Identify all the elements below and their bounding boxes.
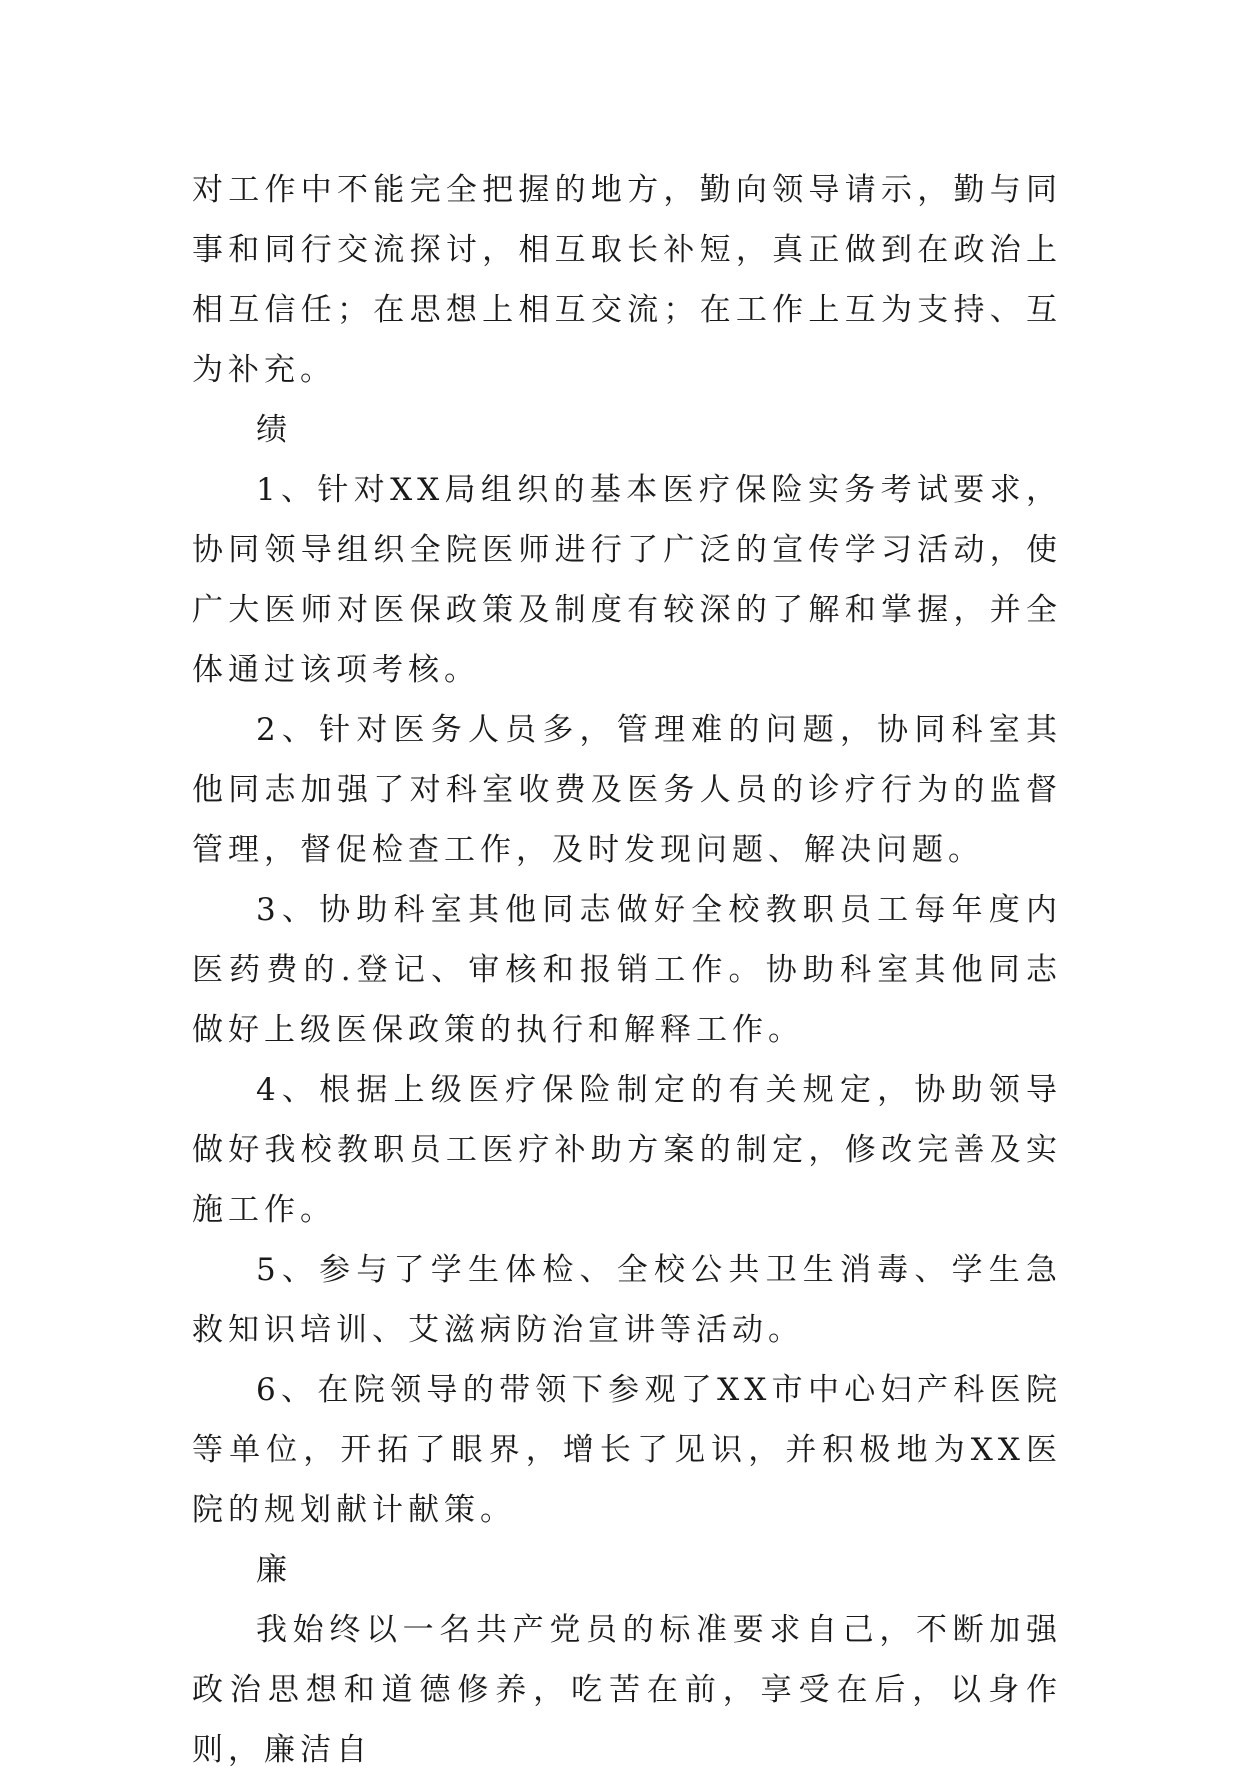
document-body bbox=[192, 160, 1062, 1780]
paragraph-continuation: 对工作中不能完全把握的地方，勤向领导请示，勤与同事和同行交流探讨，相互取长补短，真正做到在政治上相互信任；在思想上相互交流；在工作上互为支持、互为补充。 bbox=[192, 172, 1062, 388]
section-heading-lian: 廉 bbox=[256, 1552, 292, 1588]
paragraph-item-1: 1、针对XX局组织的基本医疗保险实务考试要求，协同领导组织全院医师进行了广泛的宣传学习活动，使广大医师对医保政策及制度有较深的了解和掌握，并全体通过该项考核。 bbox=[192, 472, 1062, 688]
paragraph-item-5: 5、参与了学生体检、全校公共卫生消毒、学生急救知识培训、艾滋病防治宣讲等活动。 bbox=[192, 1252, 1062, 1348]
paragraph-item-4: 4、根据上级医疗保险制定的有关规定，协助领导做好我校教职员工医疗补助方案的制定，修改完善及实施工作。 bbox=[192, 1072, 1062, 1228]
paragraph-item-3: 3、协助科室其他同志做好全校教职员工每年度内医药费的.登记、审核和报销工作。协助科室其他同志做好上级医保政策的执行和解释工作。 bbox=[192, 892, 1062, 1048]
section-heading-ji: 绩 bbox=[256, 412, 292, 448]
paragraph-item-2: 2、针对医务人员多，管理难的问题，协同科室其他同志加强了对科室收费及医务人员的诊疗行为的监督管理，督促检查工作，及时发现问题、解决问题。 bbox=[192, 712, 1062, 868]
paragraph-item-6: 6、在院领导的带领下参观了XX市中心妇产科医院等单位，开拓了眼界，增长了见识，并积极地为XX医院的规划献计献策。 bbox=[192, 1372, 1062, 1528]
paragraph-lian-body: 我始终以一名共产党员的标准要求自己，不断加强政治思想和道德修养，吃苦在前，享受在后，以身作则，廉洁自 bbox=[192, 1612, 1062, 1768]
